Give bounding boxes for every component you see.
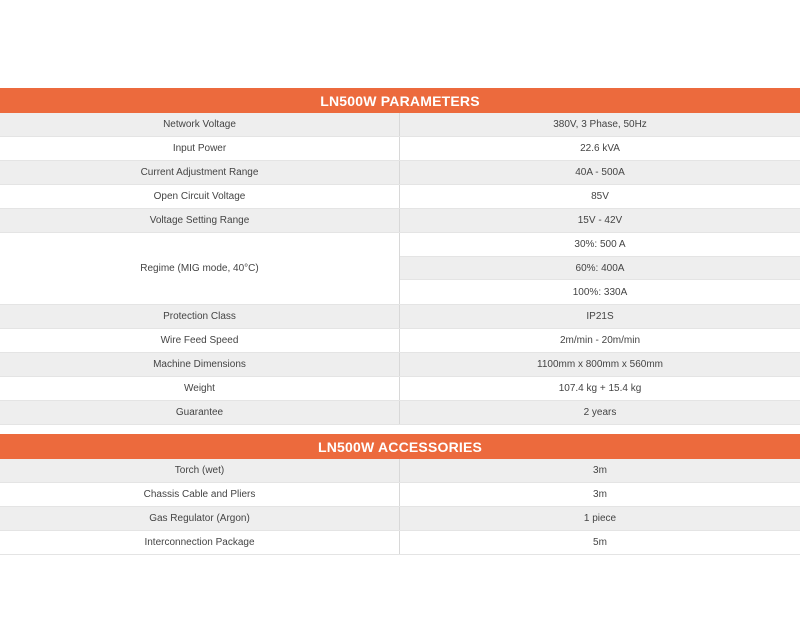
row-label: Weight — [0, 377, 400, 400]
row-label: Torch (wet) — [0, 459, 400, 482]
row-label: Interconnection Package — [0, 531, 400, 554]
row-label: Machine Dimensions — [0, 353, 400, 376]
row-label: Regime (MIG mode, 40°C) — [0, 233, 400, 304]
table-row — [0, 353, 800, 377]
row-label: Voltage Setting Range — [0, 209, 400, 232]
accessories-table — [0, 434, 800, 555]
regime-value: 100%: 330A — [572, 286, 628, 298]
row-label: Wire Feed Speed — [0, 329, 400, 352]
row-value: 380V, 3 Phase, 50Hz — [553, 119, 647, 130]
row-label: Network Voltage — [0, 113, 400, 136]
row-value: IP21S — [586, 311, 614, 322]
table-row — [0, 401, 800, 425]
regime-value: 30%: 500 A — [400, 233, 800, 257]
row-label: Gas Regulator (Argon) — [0, 507, 400, 530]
table-row — [0, 209, 800, 233]
regime-row — [0, 233, 800, 305]
row-value: 5m — [593, 537, 607, 548]
row-value: 3m — [593, 489, 607, 500]
table-row — [0, 483, 800, 507]
row-label: Guarantee — [0, 401, 400, 424]
table-row — [0, 161, 800, 185]
row-value: 1 piece — [583, 513, 617, 524]
table-row — [0, 305, 800, 329]
row-value: 22.6 kVA — [580, 143, 620, 154]
row-value: 2 years — [583, 407, 617, 418]
regime-values — [400, 233, 800, 304]
parameters-title: LN500W PARAMETERS — [0, 88, 800, 113]
table-row — [0, 329, 800, 353]
row-value: 3m — [593, 465, 607, 476]
row-value: 107.4 kg + 15.4 kg — [558, 383, 642, 394]
row-value: 1100mm x 800mm x 560mm — [537, 359, 663, 370]
row-label: Chassis Cable and Pliers — [0, 483, 400, 506]
row-label: Open Circuit Voltage — [0, 185, 400, 208]
row-label: Input Power — [0, 137, 400, 160]
table-row — [0, 137, 800, 161]
table-row — [0, 185, 800, 209]
row-value: 85V — [591, 191, 609, 202]
accessories-title: LN500W ACCESSORIES — [0, 434, 800, 459]
regime-value: 60%: 400A — [400, 257, 800, 281]
table-row — [0, 377, 800, 401]
row-value: 15V - 42V — [577, 215, 623, 226]
row-value: 2m/min - 20m/min — [559, 335, 640, 346]
row-value: 40A - 500A — [575, 167, 625, 178]
table-row — [0, 531, 800, 555]
table-row — [0, 459, 800, 483]
table-row — [0, 507, 800, 531]
row-label: Protection Class — [0, 305, 400, 328]
table-row — [0, 113, 800, 137]
row-label: Current Adjustment Range — [0, 161, 400, 184]
parameters-table — [0, 88, 800, 425]
